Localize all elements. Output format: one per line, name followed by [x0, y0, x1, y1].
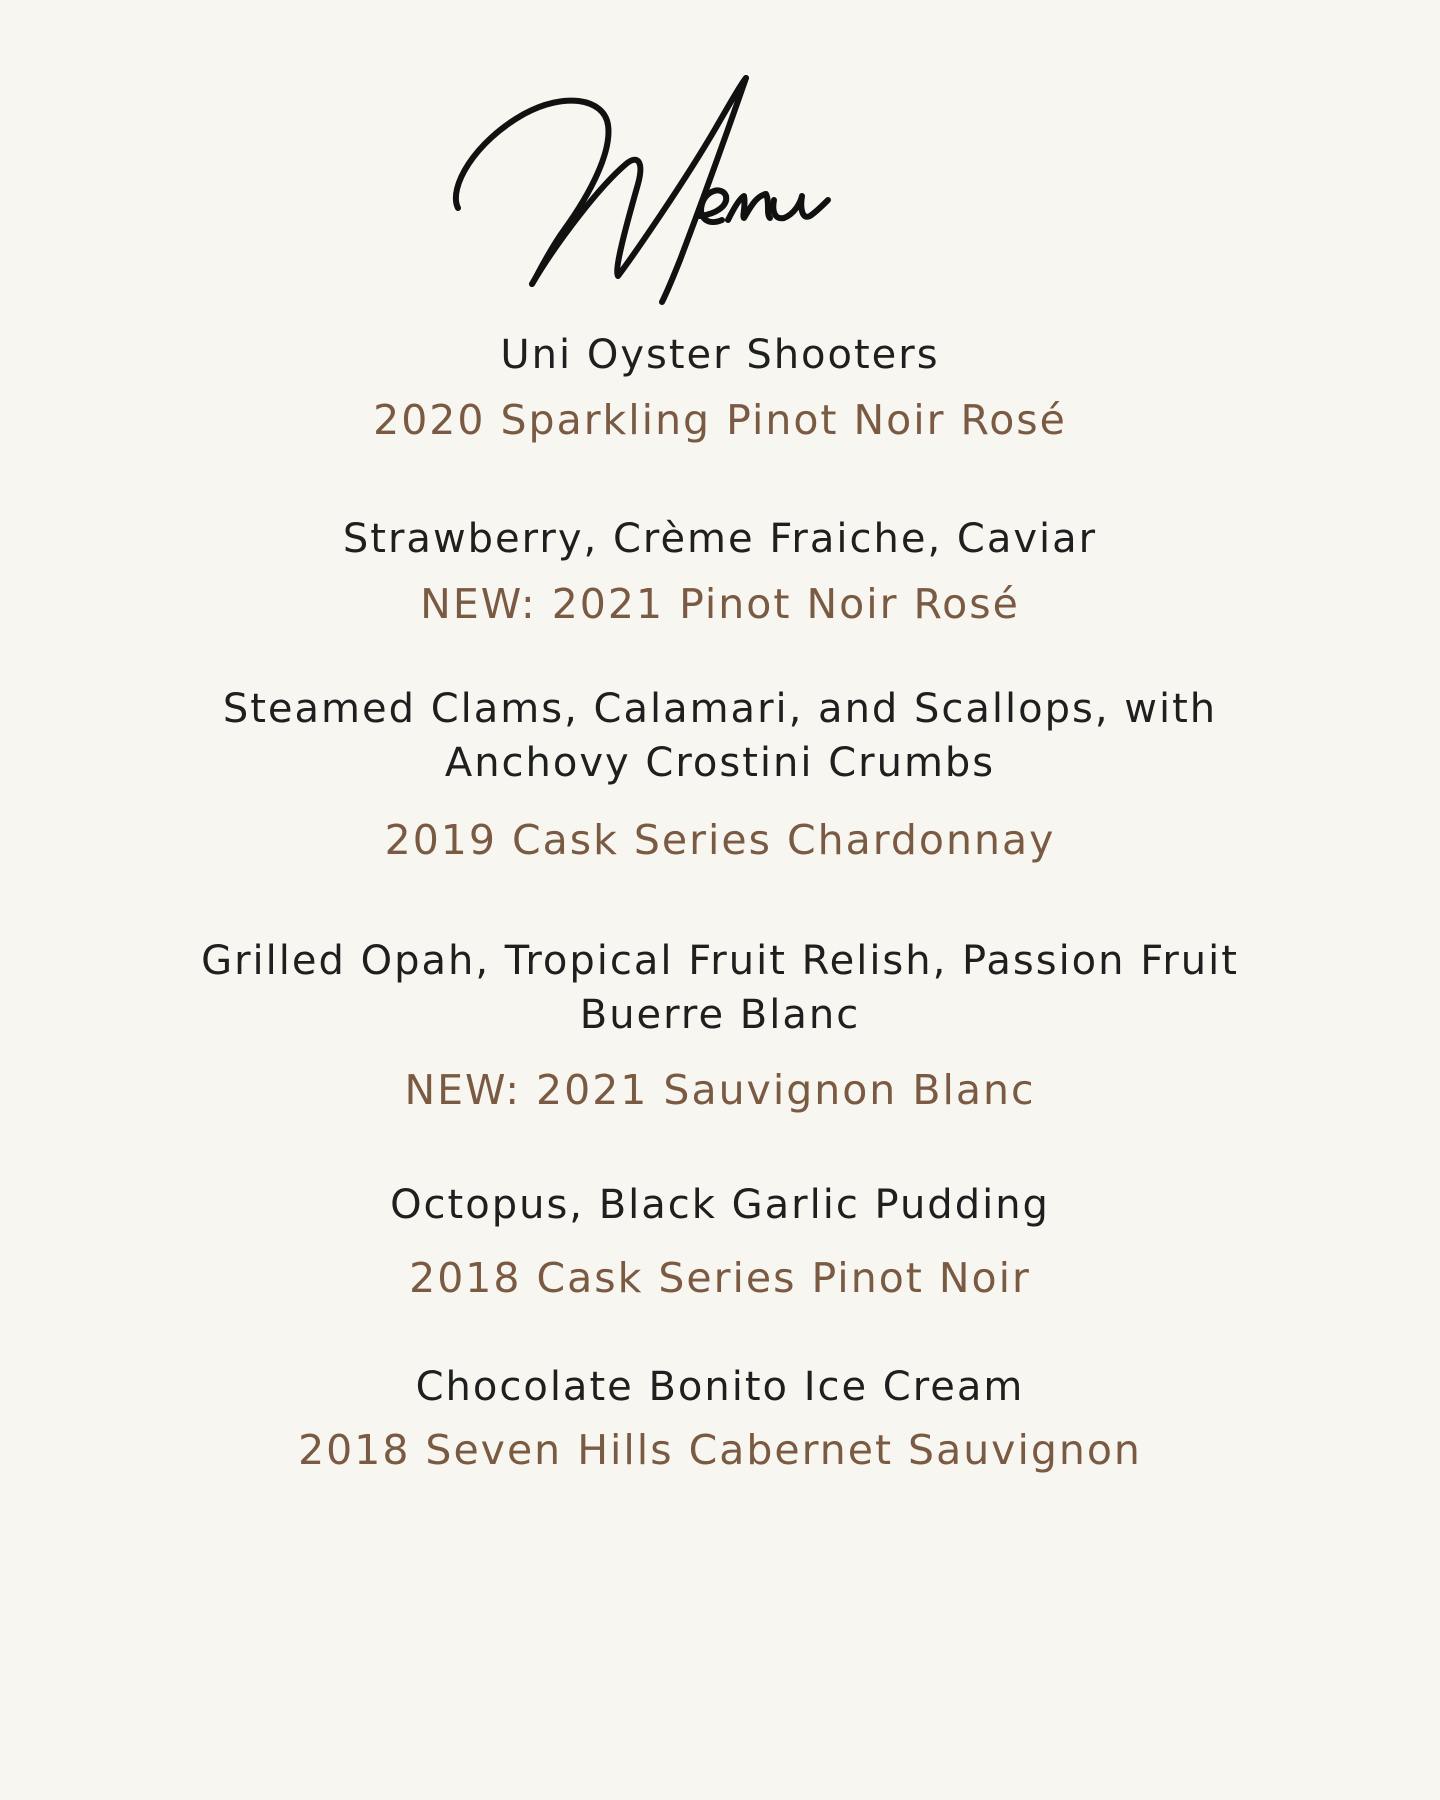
dish-4-line-1: Grilled Opah, Tropical Fruit Relish, Passion Fruit [201, 938, 1239, 984]
wine-4: NEW: 2021 Sauvignon Blanc [404, 1066, 1036, 1114]
wine-1: 2020 Sparkling Pinot Noir Rosé [373, 396, 1067, 444]
dish-2: Strawberry, Crème Fraiche, Caviar [342, 516, 1098, 562]
dish-5: Octopus, Black Garlic Pudding [390, 1182, 1050, 1228]
dish-1: Uni Oyster Shooters [500, 332, 940, 378]
dish-3-line-2: Anchovy Crostini Crumbs [444, 740, 996, 786]
dish-3-line-1: Steamed Clams, Calamari, and Scallops, with [222, 686, 1218, 732]
dish-4-line-2: Buerre Blanc [579, 992, 861, 1038]
wine-2: NEW: 2021 Pinot Noir Rosé [420, 580, 1020, 628]
menu-title [0, 70, 1440, 330]
menu-script-logo [440, 70, 960, 330]
dish-6: Chocolate Bonito Ice Cream [415, 1364, 1025, 1410]
wine-5: 2018 Cask Series Pinot Noir [409, 1254, 1031, 1302]
wine-6: 2018 Seven Hills Cabernet Sauvignon [298, 1426, 1142, 1474]
wine-3: 2019 Cask Series Chardonnay [384, 816, 1056, 864]
